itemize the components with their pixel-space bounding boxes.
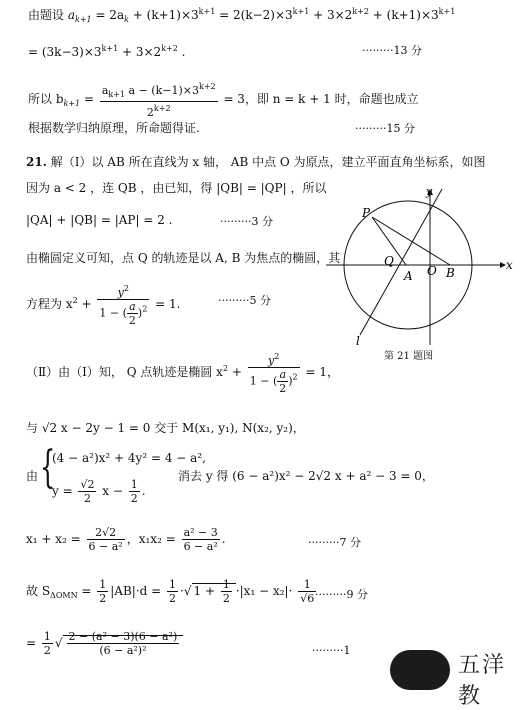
score-13: ·········13 分 (362, 44, 422, 57)
system-equation-1: (4 − a²)x² + 4y² = 4 − a², (52, 451, 206, 465)
label-B: B (446, 266, 455, 280)
score-7: ·········7 分 (308, 536, 361, 549)
score-last: ·········1 (312, 644, 351, 657)
label-Q: Q (384, 254, 394, 268)
vieta-line: x₁ + x₂ = $\frac{2√2}{\text{6 − a²}}$ ，x₁x₂ = $\frac{\text{a² − 3}}{\text{6 − a²}}$ . (26, 526, 226, 553)
problem-21-line-2: 因为 a < 2 ，连 QB ，由已知，得 |QB| = |QP| ，所以 (26, 181, 327, 195)
final-line: = $\frac{1}{2}$ √ $\frac{\text{2 − (a² − 3)(6 − a²)}}{\text{(6 − a²)²}}$ (26, 630, 183, 657)
score-15: ·········15 分 (355, 122, 415, 135)
problem-21-line-1: 21. 解（Ⅰ）以 AB 所在直线为 x 轴， AB 中点 O 为原点，建立平面直角坐标系，如图 (26, 155, 486, 169)
ellipse-equation-1: 方程为 $x^2$ + $y^2$ 1 − ( $\frac{a}{2}$ )$^2$ = 1. (26, 284, 181, 327)
score-9: ·········9 分 (315, 588, 368, 601)
derivation-line-2: = $(3k-3)\times 3^{k+1} + 3\times 2^{k+2}$ . (28, 44, 186, 59)
label-l: l (356, 334, 360, 348)
derivation-line-1: 由题设 $a_{k+1} = 2a_k + (k+1)\times 3^{k+1} = 2(k-2)\times 3^{k+1} + 3\times 2^{k+2} + (k+1)\times 3^{k+1}$ (28, 7, 456, 24)
derivation-line-3: 所以 $b_{k+1}$ = $\frac{a_{k+1} a - (k-1)\times 3^{k+2}}{2^{k+2}}$ = 3，即 n = k + 1 时，命题也成立 (28, 82, 419, 119)
logo-text: 五洋教 (458, 653, 507, 709)
label-A: A (404, 269, 413, 283)
eliminate-y-result: 消去 y 得 (6 − a²)x² − 2√2 x + a² − 3 = 0， (178, 469, 434, 483)
figure-caption: 第 21 题图 (384, 351, 434, 362)
part-2-line-1: （Ⅱ）由（Ⅰ）知， Q 点轨迹是椭圆 $x^2$ + $y^2$ 1 − ( $\frac{a}{2}$ )$^2$ = 1， (26, 352, 339, 395)
system-label: 由 (26, 469, 39, 483)
fraction-b: $\frac{a_{k+1} a - (k-1)\times 3^{k+2}}{2^{k+2}}$ (101, 82, 216, 119)
system-equation-2: y = $\frac{√2}{2}$ x − $\frac{1}{2}$ . (52, 478, 146, 505)
figure-21 (320, 185, 525, 350)
score-5: ·········5 分 (218, 294, 271, 307)
score-3: ·········3 分 (220, 215, 273, 228)
problem-21-line-3: |QA| + |QB| = |AP| = 2 . (26, 213, 173, 227)
logo-blob (390, 650, 450, 690)
conclusion-line: 根据数学归纳原理，所命题得证. (28, 121, 200, 135)
area-line: 故 $S_{\Delta OMN}$ = $\frac{1}{2}$ |AB|·d = $\frac{1}{2}$ ·√ 1 + $\frac{1}{2}$ ·|x₁ − x₂|· $\frac{1}{√6}$ (26, 578, 315, 605)
label-x: x (506, 258, 513, 272)
label-y: y (426, 185, 433, 198)
problem-21-line-4: 由椭圆定义可知，点 Q 的轨迹是以 A, B 为焦点的椭圆，其 (26, 251, 341, 265)
problem-number: 21. (26, 155, 47, 169)
label-P: P (362, 206, 371, 220)
system-brace: { (40, 442, 56, 493)
label-O: O (427, 264, 437, 278)
part-2-line-2: 与 √2 x − 2y − 1 = 0 交于 M(x₁, y₁), N(x₂, y₂)， (26, 421, 305, 435)
